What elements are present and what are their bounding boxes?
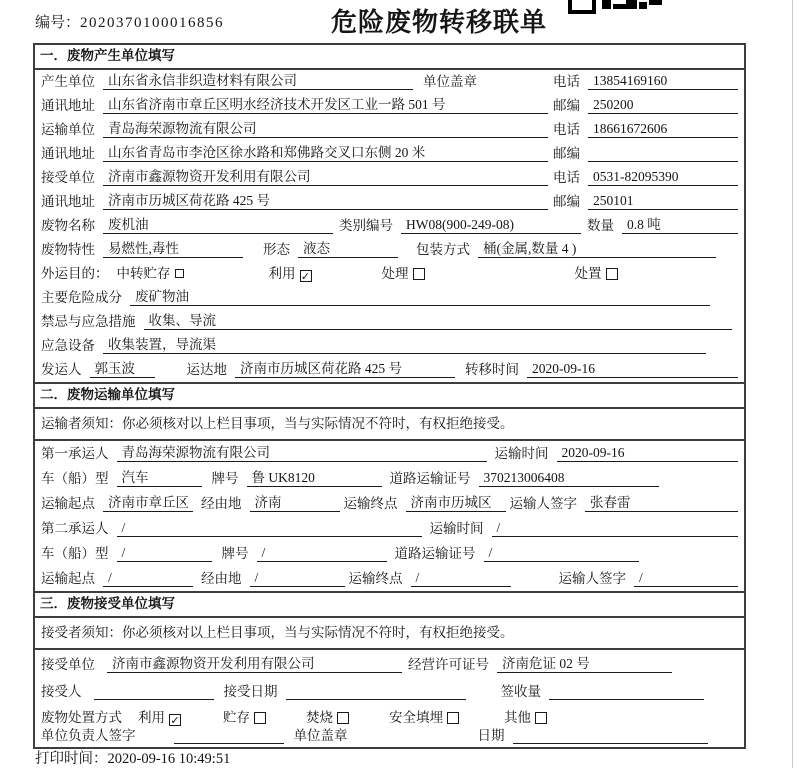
receiver-value (94, 684, 214, 700)
responsible-sign-label: 单位负责人签字 (41, 728, 136, 743)
transport-unit-value: 青岛海荣源物流有限公司 (103, 121, 548, 138)
transfer-time-label: 转移时间 (465, 362, 519, 377)
plate1-value: 鲁 UK8120 (247, 470, 382, 487)
transporter-notice-label: 运输者须知： (41, 416, 122, 431)
phone-label: 电话 (553, 170, 580, 185)
hazard-label: 主要危险成分 (41, 290, 122, 305)
row-purpose (35, 262, 744, 286)
carrier1-time-value: 2020-09-16 (557, 445, 739, 462)
carrier2-value: / (117, 520, 422, 537)
checkbox-disposal-store (254, 712, 266, 724)
via-label: 经由地 (201, 496, 242, 511)
receive-phone-value: 0531-82095390 (588, 169, 738, 186)
transport-time-label: 运输时间 (494, 446, 549, 461)
address-label: 通讯地址 (41, 146, 95, 161)
qr-code-fragment (568, 0, 664, 10)
transfer-time-value: 2020-09-16 (527, 361, 738, 378)
disposal-label: 废物处置方式 (41, 710, 122, 725)
origin2-value: / (103, 570, 193, 587)
receive-unit-value: 济南市鑫源物资开发利用有限公司 (103, 169, 548, 186)
section-receiver (33, 591, 746, 749)
date-value (513, 728, 708, 744)
checkbox-disposal-incinerate (337, 712, 349, 724)
transport-unit-label: 运输单位 (41, 122, 95, 137)
carrier2-label: 第二承运人 (41, 521, 109, 536)
row-receive-unit (35, 166, 744, 190)
phone-label: 电话 (553, 122, 580, 137)
row-taboo (35, 310, 744, 334)
row-waste-character (35, 238, 744, 262)
packing-label: 包装方式 (416, 242, 470, 257)
road-permit-label: 道路运输证号 (394, 546, 476, 561)
vehicle2-value: / (117, 545, 212, 562)
taboo-value: 收集、导流 (144, 313, 733, 330)
option-disposal-utilize: 利用 ✓ (138, 710, 180, 727)
origin-label: 运输起点 (41, 496, 95, 511)
equipment-label: 应急设备 (41, 338, 95, 353)
transport-zip-value (588, 146, 738, 162)
via1-value: 济南 (250, 495, 340, 512)
serial-number: 2020370100016856 (80, 15, 225, 31)
print-time-value: 2020-09-16 10:49:51 (107, 751, 231, 767)
produce-unit-value: 山东省永信非织造材料有限公司 (103, 73, 413, 90)
row-responsible-sign (35, 730, 744, 747)
row-vehicle1 (35, 466, 744, 491)
section-receiver-header: 三．废物接受单位填写 (35, 593, 744, 618)
checkbox-dispose (606, 268, 618, 280)
checkbox-disposal-utilize: ✓ (170, 714, 180, 727)
serial-label: 编号： (35, 15, 81, 31)
vehicle1-value: 汽车 (117, 470, 202, 487)
date-label: 日期 (477, 728, 505, 743)
receiver-notice-label: 接受者须知： (41, 625, 122, 640)
checkbox-disposal-landfill (447, 712, 459, 724)
hazard-value: 废矿物油 (130, 289, 710, 306)
plate2-value: / (257, 545, 387, 562)
option-disposal-store: 贮存 (223, 710, 266, 726)
carrier-sign2-value: / (634, 570, 738, 587)
row-carrier1 (35, 441, 744, 466)
carrier1-value: 青岛海荣源物流有限公司 (117, 445, 487, 462)
origin1-value: 济南市章丘区 (103, 495, 193, 512)
produce-address-value: 山东省济南市章丘区明水经济技术开发区工业一路 501 号 (103, 97, 548, 114)
receive-date-label: 接受日期 (223, 684, 278, 699)
carrier1-label: 第一承运人 (41, 446, 109, 461)
row-receiver-person (35, 677, 744, 704)
form-label: 形态 (263, 242, 290, 257)
section-transporter (33, 382, 746, 593)
address-label: 通讯地址 (41, 98, 95, 113)
received-qty-label: 签收量 (500, 684, 541, 699)
purpose-label: 外运目的： (41, 266, 109, 281)
row-carrier2 (35, 516, 744, 541)
transporter-notice (35, 409, 744, 441)
received-qty-value (549, 684, 704, 700)
receive-address-value: 济南市历城区荷花路 425 号 (103, 193, 548, 210)
form-value: 液态 (298, 241, 398, 258)
row-equipment (35, 334, 744, 358)
row-shipper (35, 358, 744, 382)
row-route2 (35, 566, 744, 591)
carrier-sign1-value: 张春雷 (585, 495, 738, 512)
option-treat: 处理 (382, 266, 425, 282)
checkbox-transfer-storage (175, 269, 184, 278)
waste-name-label: 废物名称 (41, 218, 95, 233)
via-label: 经由地 (201, 571, 242, 586)
category-label: 类别编号 (339, 218, 393, 233)
destination-label: 运达地 (186, 362, 227, 377)
row-receiving-unit (35, 650, 744, 677)
vehicle-type-label: 车（船）型 (41, 471, 109, 486)
vehicle-type-label: 车（船）型 (41, 546, 109, 561)
row-produce-address (35, 94, 744, 118)
endpoint-label: 运输终点 (348, 571, 403, 586)
receiver-label: 接受人 (41, 684, 82, 699)
section-producer-header: 一．废物产生单位填写 (35, 45, 744, 70)
zip-label: 邮编 (553, 194, 580, 209)
unit-seal-label: 单位盖章 (293, 728, 348, 743)
endpoint2-value: / (411, 570, 511, 587)
waste-name-value: 废机油 (103, 217, 333, 234)
row-hazard (35, 286, 744, 310)
character-label: 废物特性 (41, 242, 95, 257)
receive-date-value (286, 684, 466, 700)
checkbox-treat (413, 268, 425, 280)
quantity-label: 数量 (587, 218, 614, 233)
receiving-unit-label: 接受单位 (41, 657, 95, 672)
permit1-value: 370213006408 (479, 470, 659, 487)
qr-position-marker (568, 0, 596, 14)
produce-phone-value: 13854169160 (588, 73, 738, 90)
print-time (35, 747, 230, 768)
character-value: 易燃性,毒性 (103, 241, 243, 258)
carrier-sign-label: 运输人签字 (509, 496, 577, 511)
row-vehicle2 (35, 541, 744, 566)
row-transport-unit (35, 118, 744, 142)
row-disposal-method (35, 704, 744, 730)
road-permit-label: 道路运输证号 (389, 471, 471, 486)
endpoint1-value: 济南市历城区 (406, 495, 506, 512)
produce-unit-label: 产生单位 (41, 74, 95, 89)
license-label: 经营许可证号 (408, 657, 489, 672)
document-serial (35, 11, 224, 32)
carrier-sign-label: 运输人签字 (558, 571, 626, 586)
row-waste-name (35, 214, 744, 238)
row-receive-address (35, 190, 744, 214)
transport-phone-value: 18661672606 (588, 121, 738, 138)
document-title: 危险废物转移联单 (331, 7, 548, 37)
category-value: HW08(900-249-08) (401, 217, 581, 234)
manifest-form (33, 43, 746, 749)
receiver-notice (35, 618, 744, 650)
endpoint-label: 运输终点 (343, 496, 398, 511)
option-disposal-incinerate: 焚烧 (306, 710, 349, 726)
row-produce-unit (35, 70, 744, 94)
row-transport-address (35, 142, 744, 166)
origin-label: 运输起点 (41, 571, 95, 586)
permit2-value: / (484, 545, 639, 562)
produce-zip-value: 250200 (588, 97, 738, 114)
plate-label: 牌号 (211, 471, 239, 486)
transport-time-label: 运输时间 (429, 521, 484, 536)
option-dispose: 处置 (575, 266, 618, 282)
zip-label: 邮编 (553, 98, 580, 113)
license-value: 济南危证 02 号 (497, 656, 672, 673)
print-time-label: 打印时间： (35, 751, 108, 767)
transporter-notice-text: 你必须核对以上栏目事项，当与实际情况不符时，有权拒绝接受。 (122, 416, 514, 431)
packing-value: 桶(金属,数量 4 ) (478, 241, 716, 258)
taboo-label: 禁忌与应急措施 (41, 314, 136, 329)
checkbox-disposal-other (535, 712, 547, 724)
receive-zip-value: 250101 (588, 193, 738, 210)
shipper-value: 郭玉波 (90, 361, 155, 378)
receive-unit-label: 接受单位 (41, 170, 95, 185)
zip-label: 邮编 (553, 146, 580, 161)
responsible-sign-value (174, 728, 284, 744)
page-right-edge (792, 0, 793, 768)
option-utilize: 利用 ✓ (268, 266, 311, 283)
checkbox-utilize: ✓ (300, 270, 311, 283)
option-disposal-landfill: 安全填埋 (389, 710, 459, 726)
destination-value: 济南市历城区荷花路 425 号 (235, 361, 455, 378)
phone-label: 电话 (553, 74, 580, 89)
transport-address-value: 山东省青岛市李沧区徐水路和郑佛路交叉口东侧 20 米 (103, 145, 548, 162)
via2-value: / (250, 570, 345, 587)
unit-seal-label: 单位盖章 (423, 74, 477, 89)
row-route1 (35, 491, 744, 516)
carrier2-time-value: / (492, 520, 739, 537)
receiver-notice-text: 你必须核对以上栏目事项，当与实际情况不符时，有权拒绝接受。 (122, 625, 514, 640)
option-transfer-storage: 中转贮存 (117, 266, 184, 282)
receiving-unit-value: 济南市鑫源物资开发利用有限公司 (107, 656, 402, 673)
option-disposal-other: 其他 (504, 710, 547, 726)
plate-label: 牌号 (221, 546, 249, 561)
section-producer (33, 43, 746, 384)
shipper-label: 发运人 (41, 362, 82, 377)
section-transporter-header: 二．废物运输单位填写 (35, 384, 744, 409)
equipment-value: 收集装置，导流渠 (103, 337, 706, 354)
quantity-value: 0.8 吨 (622, 217, 738, 234)
address-label: 通讯地址 (41, 194, 95, 209)
